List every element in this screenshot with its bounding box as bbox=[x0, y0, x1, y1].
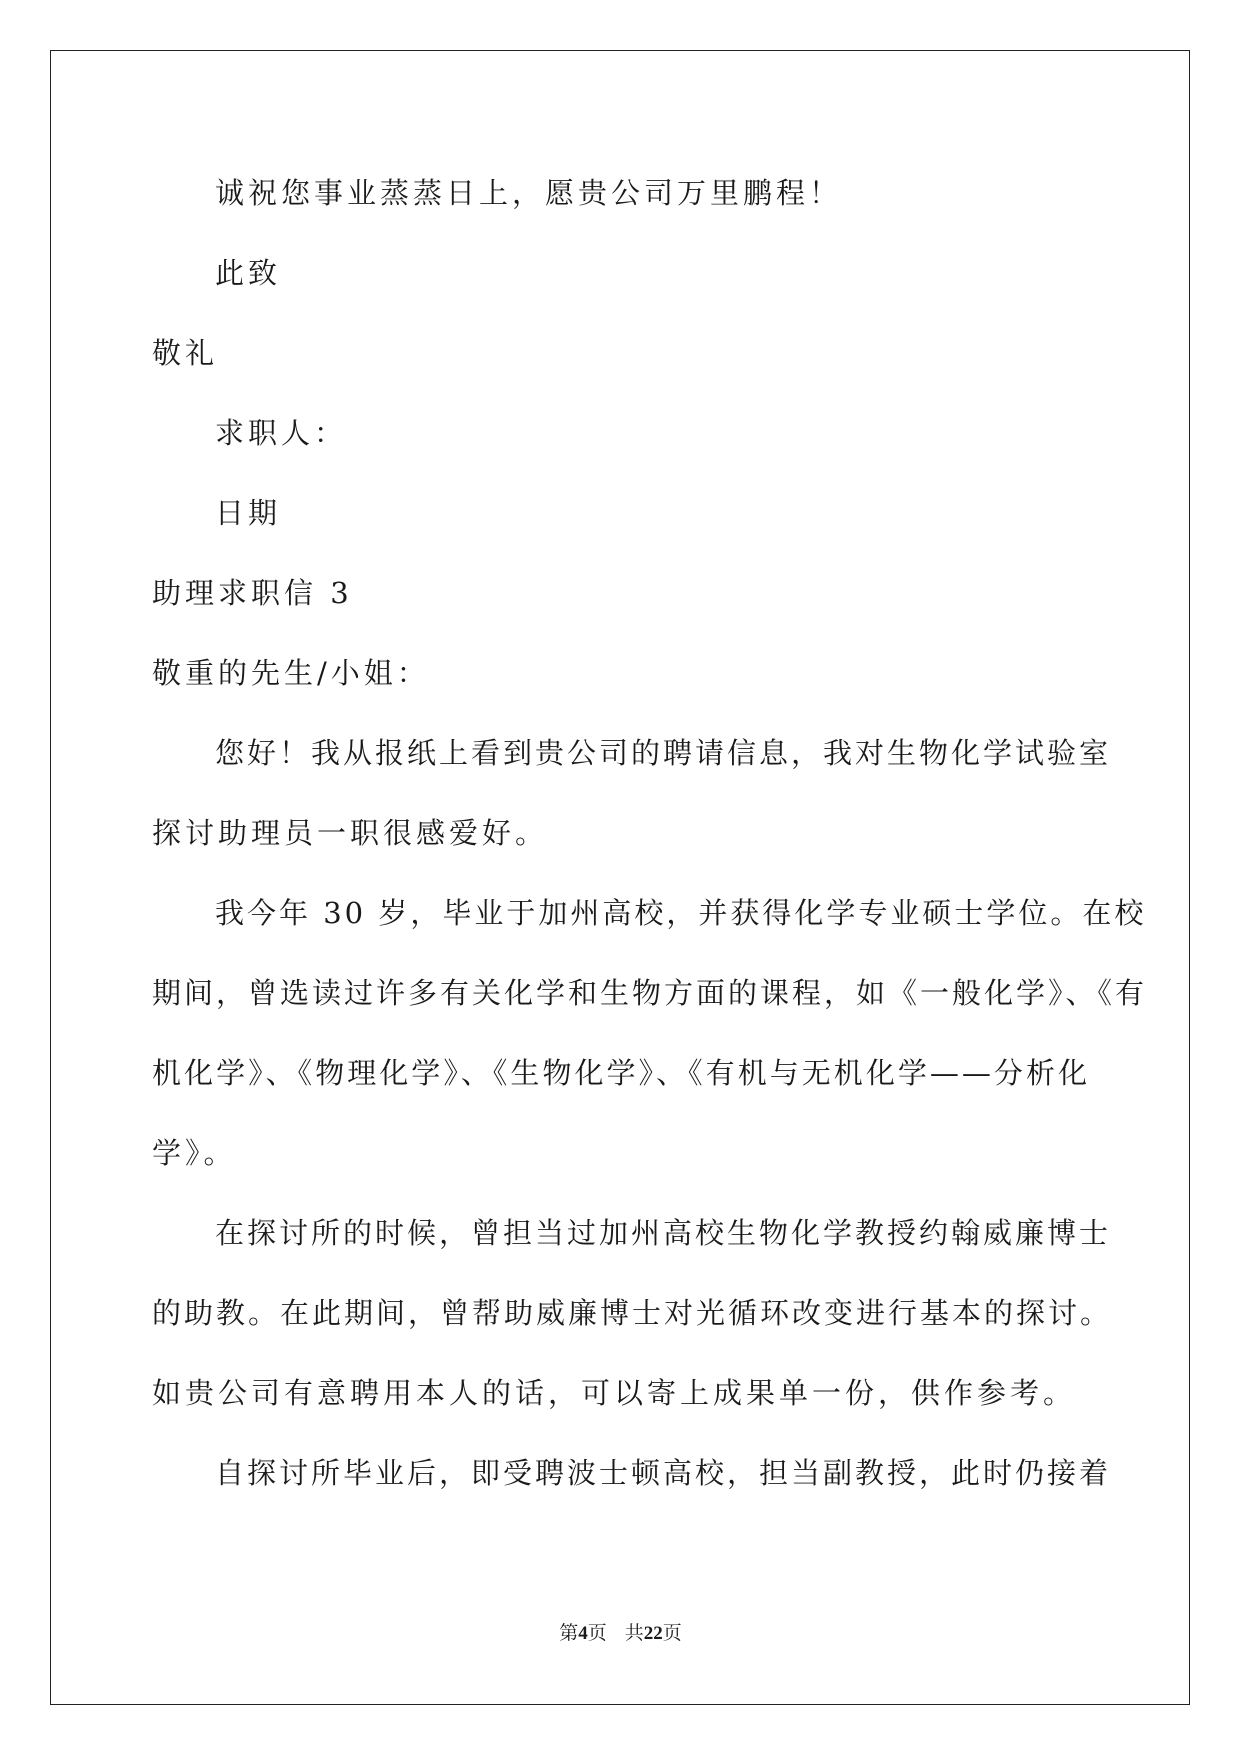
paragraph-line: 在探讨所的时候，曾担当过加州高校生物化学教授约翰威廉博士 bbox=[215, 1216, 1112, 1250]
paragraph-line: 我今年 30 岁，毕业于加州高校，并获得化学专业硕士学位。在校 bbox=[215, 896, 1147, 930]
footer-total-suffix: 页 bbox=[662, 1623, 682, 1644]
paragraph-line: 的助教。在此期间，曾帮助威廉博士对光循环改变进行基本的探讨。 bbox=[152, 1296, 1113, 1330]
regards: 敬礼 bbox=[152, 336, 219, 370]
closing-wish: 诚祝您事业蒸蒸日上，愿贵公司万里鹏程！ bbox=[215, 176, 843, 210]
paragraph-line: 机化学》、《物理化学》、《生物化学》、《有机与无机化学——分析化 bbox=[152, 1056, 1090, 1090]
paragraph-line: 如贵公司有意聘用本人的话，可以寄上成果单一份，供作参考。 bbox=[152, 1376, 1077, 1410]
date-label: 日期 bbox=[215, 496, 282, 530]
footer-page-number: 4 bbox=[578, 1623, 588, 1644]
salutation-closing: 此致 bbox=[215, 256, 282, 290]
footer-total-pages: 22 bbox=[643, 1623, 663, 1644]
paragraph-line: 探讨助理员一职很感爱好。 bbox=[152, 816, 549, 850]
footer-page-suffix: 页 bbox=[587, 1623, 607, 1644]
applicant-label: 求职人： bbox=[215, 416, 348, 450]
paragraph-line: 您好！我从报纸上看到贵公司的聘请信息，我对生物化学试验室 bbox=[215, 736, 1112, 770]
footer-page-prefix: 第 bbox=[559, 1623, 579, 1644]
paragraph-line: 期间，曾选读过许多有关化学和生物方面的课程，如《一般化学》、《有 bbox=[152, 976, 1148, 1010]
paragraph-line: 自探讨所毕业后，即受聘波士顿高校，担当副教授，此时仍接着 bbox=[215, 1456, 1112, 1490]
greeting: 敬重的先生/小姐： bbox=[152, 656, 430, 690]
page-footer bbox=[0, 1618, 1241, 1645]
section-title: 助理求职信 3 bbox=[152, 576, 353, 610]
paragraph-line: 学》。 bbox=[152, 1136, 237, 1170]
footer-total-prefix: 共 bbox=[624, 1623, 644, 1644]
